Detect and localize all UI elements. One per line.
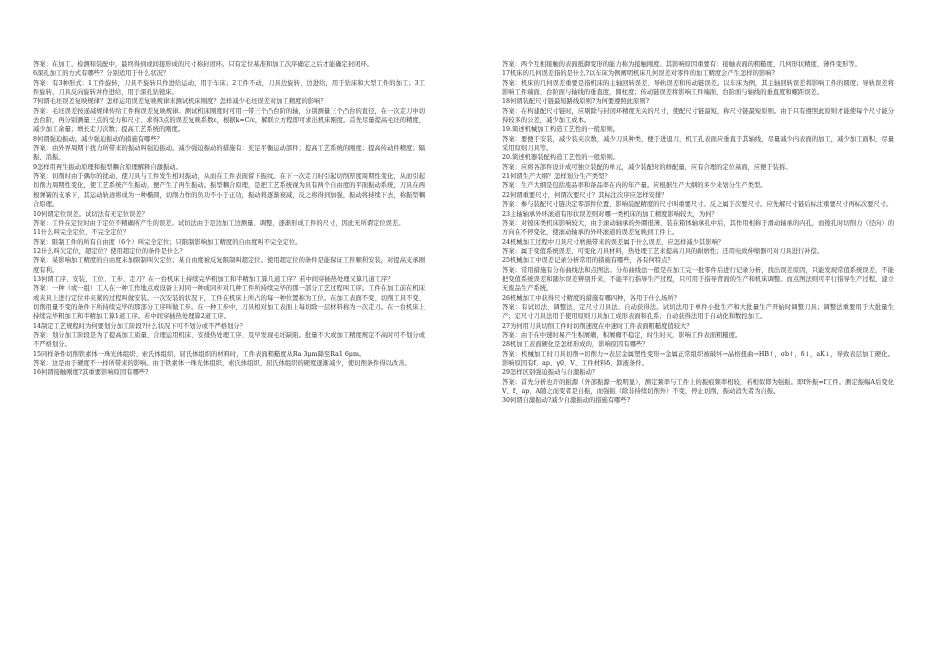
paragraph: 答案：对镗床类机床影响较大，由于滚动轴承的外圈很薄，装在箱体轴承孔中后，其作用相称于滑动轴承的内孔，而镗孔时切削力（径向）的方向在不停变化，使滚动轴承的外环滚道的误差复映到工件上。	[502, 219, 894, 237]
paragraph: 22何谓重要尺寸，何谓次要尺寸？其标注次序应怎样安排？	[502, 191, 668, 199]
paragraph: 9怎样用再生振动原理和振型耦合原理解释自激振动。	[33, 163, 182, 171]
paragraph: 答案：工件在定位时由于定位不精确所产生的误差。试切法由于是边加工边测量、调整，逐渐形成工件的尺寸，因此无所谓定位误差。	[33, 219, 405, 227]
paragraph: 8何谓强迫振动。减少强迫振动的措施有哪些？	[33, 135, 163, 143]
paragraph: 30何谓自激振动?减少自激振动的措施有哪些?	[502, 397, 631, 405]
paragraph: 答案：由外界周期干扰力所带来的振动叫强迫振动。减少强迫振动的措施有：充足平衡运动部件；提高工艺系统的刚度；提高传动件精度；隔振、消振。	[33, 145, 425, 162]
paragraph: 21何谓生产大纲？怎样划分生产类型？	[502, 173, 611, 181]
paragraph: 答案：有3种形式：1工件旋转，刀具不旋转只作进给运动，用于车床；2工件不动，刀具边旋转、边进给，用于钻床和大型工件的加工；3工件旋转、刀具反向旋转并作进给，用于深孔钻镗床。	[33, 79, 425, 97]
paragraph: 答案：生产大纲是包括废品率和备品率在内的年产量。应根据生产大纲的多少来划分生产类型。	[502, 182, 767, 190]
paragraph: 答案：切削时由于偶尔的扰动，使刀具与工件发生相对振动，从而在工件表面留下振纹。在下一次走刀时引起切削厚度周期性变化，从而引起切削力周期性变化，使工艺系统产生振动，便产生了再生振动。振型耦合原理，是把工艺系统视为具有两个自由度的平面振动系统，刀具在两根弹簧的支承下，其运动轨迹将成为一种椭圆，切削力作的负功不小于正功，振动将逐渐衰减，反之将得到加强，振动将持续下去，称振型耦合原理。	[33, 173, 425, 209]
paragraph: 答案：属于变值系统误差，可变化刀具材料，热处理工艺来提高刀具的耐磨性；还用电致伸缩器可对刀具进行补偿。	[502, 247, 824, 255]
paragraph: 13何谓工序、安装、工位、工步、走刀？在一台机床上持续完毕粗加工和半精加工算几道工序？若中间穿插热处理又算几道工序？	[33, 275, 394, 283]
paragraph: 15同样条件切削铁素体一珠光体组织、索氏体组织、屈氏体组织的材料时，工件表面粗糙度从Ra 3μm降至Ra1 6μm。	[33, 350, 366, 358]
paragraph: 答案：一种（或一组）工人在一种工作地点或设备上对同一种或同步对几种工件所持续完毕的那一部分工艺过程叫工序。工件在加工前在机床或夹具上进行定位并夹紧的过程叫做安装。一次安装的状况下，工件在机床上所占的每一种位置称为工位。在加工表面不变、切削工具不变、切削用量不变的条件下所持续完毕的那部分工序叫做工步。在一种工步中，刀具相对加工表面上每切除一层材料称为一次走刀。在一台机床上持续完毕粗加工和半精加工算1道工序。若中间穿插热处理算2道工序。	[33, 285, 425, 321]
paragraph: 23主轴轴承外环滚道有形状误差则对哪一类机床的加工精度影响较大，为何？	[502, 210, 718, 218]
left-text-column	[33, 60, 425, 378]
paragraph: 26机械加工中获得尺寸精度的措施有哪四种，各用于什么场所？	[502, 294, 681, 302]
paragraph: 10何谓定位误差。试切法有无定位误差？	[33, 210, 149, 218]
paragraph: 12什么叫欠定位，超定位？使用超定位的条件是什么？	[33, 247, 186, 255]
paragraph: 25机械加工中误差记录分析常用的措施有哪些，各有何特点？	[502, 257, 674, 265]
paragraph: 18何谓装配尺寸链最短路线原则?为何要遵照此原则?	[502, 98, 649, 106]
paragraph: 答案：两个互相接触的表面抵御变形的能力称为接触刚度。其影响原因重要有：接触表面的粗糙度、几何形状精度、薄件变形等。	[502, 61, 861, 68]
paragraph: 11什么叫完全定位，不完全定位？	[33, 229, 130, 237]
paragraph: 答案：限制工件的所有自由度（6个）叫完全定位；只限制影响加工精度的自由度叫不完全定位。	[33, 238, 302, 246]
paragraph: 答案：在加工、检测和装配中，最终得到或间接形成的尺寸称封闭环。只有定位基准和加工次序确定之后才能确定封闭环。	[33, 61, 374, 68]
paragraph: 答案：毛坯误差按递减规律传给工件称误差复映规律。测试机床刚度时可用一带三个凸台阶的轴，分别测量三个凸台的直径，在一次走刀中切去台阶，再分别测量三点的受力和尺寸，求得3点的误差复映系数ε，根据k=C/ε，解联立方程即可求出机床刚度。首先尽量提高毛坯的精度，减少加工余量；增长走刀次数；提高工艺系统的刚度。	[33, 107, 425, 134]
paragraph: 答案：机床的几何误差重要是指机床的主轴回转误差、导轨误差和传动链误差。以车床为例，其主轴回转误差将影响工件的圆度；导轨误差将影响工件端面、台阶面与轴线的垂直度，圆柱度；传动链误差将影响工件端面、台阶面与轴线的垂直度和螺距误差。	[502, 79, 894, 97]
paragraph: 7何谓毛坯误差复映规律？怎样运用误差复映规律来测试机床刚度？怎样减少毛坯误差对加工精度的影响？	[33, 98, 327, 106]
paragraph: 答案：某影响加工精度的自由度未加限制叫欠定位；某自由度被反复限制叫超定位。使用超定位的条件是能保证工件顺利安装，对提高支承刚度有利。	[33, 257, 425, 274]
paragraph: 答案：由于在中速时易产生积屑瘤，积屑瘤不稳定，时生时灭，影响工件表面粗糙度。	[502, 331, 742, 339]
right-text-column	[502, 60, 894, 406]
paragraph: 20.简述机器装配构造工艺性的一般原则。	[502, 154, 620, 162]
paragraph: 6深孔加工的方式有哪些？分别适用于什么状况？	[33, 70, 170, 78]
paragraph: 答案：这是由于硬度不一样所带来的影响。由于铁素体一珠光体组织、索氏体组织、屈氏体组织的硬度逐渐减少，使切削条件得以改善。	[33, 360, 411, 367]
paragraph: 答案：参与装配尺寸链决定零部件位置、影响装配精度的尺寸叫重要尺寸。反之属于次要尺寸。应先解尺寸链后标注重要尺寸再标次要尺寸。	[502, 201, 893, 209]
paragraph: 14制定工艺规程时为何要划分加工阶段?什么状况下可不划分或不严格划分？	[33, 322, 246, 330]
paragraph: 16何谓接触刚度?其重要影响原因有哪些?	[33, 369, 149, 377]
paragraph: 24机械加工过程中刀具尺寸磨损带来的误差属于什么误差，应怎样减少其影响？	[502, 238, 725, 246]
paragraph: 答案：应将各部件设计成可独立装配的单元，减少装配时的修配量，应有合理的定位基面，应便于装拆。	[502, 163, 792, 171]
paragraph: 答案：在构建配尺寸链时，应剔除与封闭环精度无关的尺寸，使配尺寸链最短，称尺寸链最短原则。由于只有遵照此原则才能使每个尺寸能分得较多的公差，减少加工成本。	[502, 107, 894, 125]
paragraph: 29怎样区别强迫振动与自激振动？	[502, 369, 599, 377]
paragraph: 19.简述机械加工构造工艺性的一般原则。	[502, 126, 620, 134]
paragraph: 答案：划分加工阶段是为了提高加工质量、合理运用机床、安排热处理工序、及早发现毛坯缺陷。批量不大或加工精度规定不高时可不划分或不严格划分。	[33, 331, 425, 349]
paragraph: 28机加工表面硬化是怎样形成的，影响原因有哪些？	[502, 341, 649, 349]
paragraph: 答案：要便于安装，减少装夹次数，减少刀具种类，便于进退刀，机工孔表面应垂直于其轴线，尽量减少内表面的加工，减少加工面积，尽量采用原则刀具等。	[502, 135, 894, 153]
paragraph: 答案：机械加工时刀具切削→切削力→表层金属塑性变形→金属正常组织被破坏→晶格扭曲→HB↑，σb↑，δ↓，aK↓，导致表层加工硬化。影响原因有f、ap、γ0、V、工件材料δ、卸液条件。	[502, 350, 894, 367]
paragraph: 答案：首先分析也许的振源（外部振源一般明显），测定频率与工件上的振痕频率相较，若相似即为强振。即f外振=f工件。测定振幅A后变化V、f、ap，A随之而变者是自振，而强振（除非持续切削外）不变，停止切削，振动消失者为自振。	[502, 378, 894, 396]
paragraph: 答案：常用措施有分布曲线法和点图法。分布曲线法一般是在加工完一批零件后进行记录分析，找出误差原因，只能发现常值系统误差，不能把变值系统误差和随尔误差辨别开来，不能平行指导生产过程，只可用于指导背面的生产和机床调整。而点图法则可平行指导生产过程，建立无废品生产系统。	[502, 266, 894, 293]
paragraph: 17机床的几何误差指的是什么?以车床为例阐明机床几何误差对零件的加工精度会产生怎样的影响?	[502, 70, 775, 78]
paragraph: 27为何用刀具切削工件时切削速度在中速时工件表面粗糙度值较大？	[502, 322, 693, 330]
paragraph: 答案：有试切法、调整法、定尺寸刀具法、自动获得法。试切法用于单件小批生产和大批量生产开始时调整刀具；调整法重要用于大批量生产；定尺寸刀具法用于使用原则刀具加工成形表面和孔系；自动获得法用于自动化和数控加工。	[502, 303, 894, 321]
